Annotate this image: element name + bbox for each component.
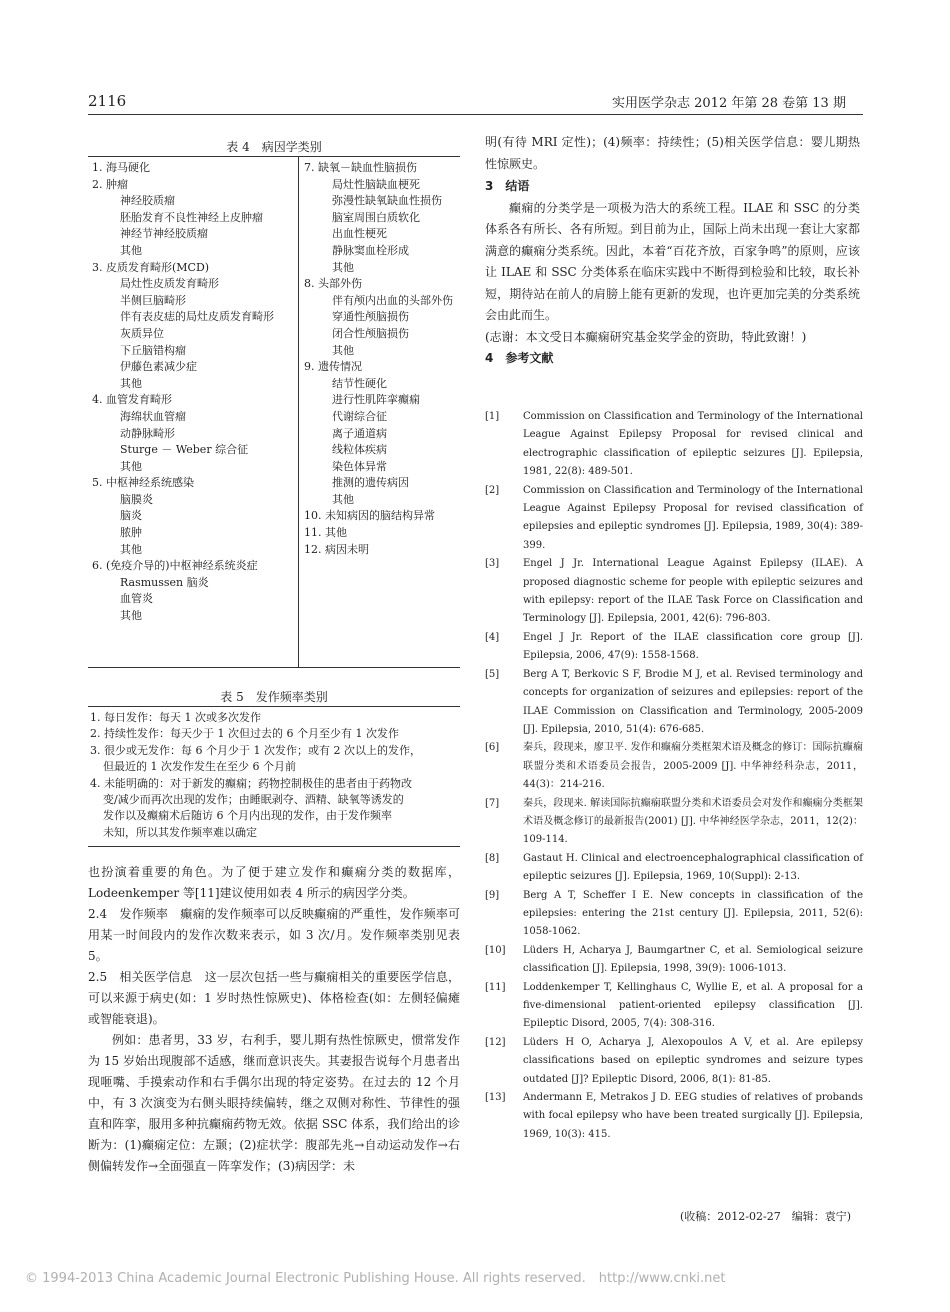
reference-item (485, 739, 863, 794)
table4-subitem: 其他 (120, 459, 142, 473)
table4-subitem: 静脉窦血栓形成 (332, 243, 409, 257)
table5-top-rule (88, 706, 460, 707)
section-3-heading: 3 结语 (485, 179, 530, 193)
reference-text: Lüders H, Acharya J, Baumgartner C, et al. Semiological seizure classification [J]. Epilepsia, 1998, 39(9): 1006-1013. (523, 944, 863, 975)
table4-col1 (92, 160, 296, 625)
reference-number: [13] (485, 1092, 506, 1104)
table4-category: 2. 肿瘤 (92, 177, 128, 191)
reference-text: Lüders H O, Acharya J, Alexopoulos A V, et al. Are epilepsy classifications based on epileptic syndromes and seizure types outdated [J]? Epileptic Disord, 2006, 8(1): 81-85. (523, 1036, 863, 1085)
table4-subitem: 半侧巨脑畸形 (120, 293, 186, 307)
reference-number: [1] (485, 411, 500, 422)
table4-col2 (304, 160, 460, 558)
table4-subitem: 伴有颅内出血的头部外伤 (332, 293, 453, 307)
reference-item (485, 795, 863, 850)
table5-row: 4. 未能明确的：对于新发的癫痫；药物控制极佳的患者由于药物改 (90, 776, 412, 790)
reference-number: [11] (485, 981, 506, 993)
table4-subitem: 神经节神经胶质瘤 (120, 227, 208, 241)
table4-subitem: 进行性肌阵挛癫痫 (332, 393, 420, 407)
table4-category: 12. 病因未明 (304, 542, 369, 556)
reference-number: [4] (485, 631, 500, 643)
reference-item (485, 482, 863, 556)
reference-text: 秦兵，段现来. 解读国际抗癫痫联盟分类和术语委员会对发作和癫痫分类框架术语及概念修订的最新报告(2001) [J]. 中华神经医学杂志，2011，12(2)：109-114. (523, 797, 863, 846)
table4-subitem: 推测的遗传病因 (332, 476, 409, 490)
reference-item (485, 629, 863, 666)
table4-subitem: 代谢综合征 (332, 409, 387, 423)
table4-divider (298, 157, 299, 667)
table4-subitem: 穿通性颅脑损伤 (332, 310, 409, 324)
table4-subitem: 脑炎 (120, 509, 142, 523)
left-paragraph-1: 也扮演着重要的角色。为了便于建立发作和癫痫分类的数据库，Lodeenkemper 等[11]建议使用如表 4 所示的病因学分类。 (88, 865, 460, 900)
table4-subitem: 结节性硬化 (332, 376, 387, 390)
table4-category: 5. 中枢神经系统感染 (92, 476, 194, 490)
journal-title: 实用医学杂志 2012 年第 28 卷第 13 期 (612, 96, 846, 111)
table4-subitem: 胚胎发育不良性神经上皮肿瘤 (120, 210, 263, 224)
table4-subitem: 下丘脑错构瘤 (120, 343, 186, 357)
table4-subitem: 伊藤色素减少症 (120, 360, 197, 374)
case-example: 例如：患者男，33 岁，右利手，婴儿期有热性惊厥史，惯常发作为 15 岁始出现腹部不适感，继而意识丧失。其妻报告说每个月患者出现咂嘴、手摸索动作和右手偶尔出现的特定姿势。在过去的 12 个月中，有 3 次演变为右侧头眼持续偏转，继之双侧对称性、节律性的强直和阵挛，服用多种抗癫痫药物无效。依据 SSC 体系，我们给出的诊断为：(1)癫痫定位：左颞；(2)症状学：腹部先兆→自动运动发作→右侧偏转发作→全面强直－阵挛发作；(3)病因学：未 (88, 1033, 460, 1173)
table5-row: 未知，所以其发作频率难以确定 (103, 825, 257, 839)
table4-category: 9. 遗传情况 (304, 360, 362, 374)
table5-row: 3. 很少或无发作：每 6 个月少于 1 次发作；或有 2 次以上的发作， (90, 743, 421, 757)
reference-item (485, 408, 863, 482)
table5-rows (90, 710, 458, 841)
acknowledgement: (志谢：本文受日本癫痫研究基金奖学金的资助，特此致谢！) (485, 329, 807, 344)
table5-caption: 表 5 发作频率类别 (220, 690, 328, 704)
table4-category: 7. 缺氧－缺血性脑损伤 (304, 161, 417, 174)
reference-item (485, 1034, 863, 1089)
table4-subitem: 其他 (120, 376, 142, 390)
reference-text: 秦兵，段现来，廖卫平. 发作和癫痫分类框架术语及概念的修订：国际抗癫痫联盟分类和术语委员会报告，2005-2009 [J]. 中华神经科杂志，2011，44(3)：214-216. (523, 742, 863, 791)
table4-subitem: 血管炎 (120, 592, 153, 606)
table4-subitem: 其他 (332, 492, 354, 506)
reference-text: Loddenkemper T, Kellinghaus C, Wyllie E, et al. A proposal for a five-dimensional patient-oriented epilepsy classification [J]. Epileptic Disord, 2005, 7(4): 308-316. (523, 981, 863, 1030)
right-paragraph-1: 明(有待 MRI 定性)；(4)频率：持续性；(5)相关医学信息：婴儿期热性惊厥史。 (485, 135, 860, 171)
table4-subitem: 弥漫性缺氧缺血性损伤 (332, 194, 442, 208)
table4-caption: 表 4 病因学类别 (226, 140, 322, 154)
conclusion-paragraph: 癫痫的分类学是一项极为浩大的系统工程。ILAE 和 SSC 的分类体系各有所长、各有所短。到目前为止，国际上尚未出现一套让大家都满意的癫痫分类系统。因此，本着“百花齐放，百家争鸣”的原则，应该让 ILAE 和 SSC 分类体系在临床实践中不断得到检验和比较，取长补短，期待站在前人的肩膀上能有更新的发现，也许更加完美的分类系统会由此而生。 (485, 200, 860, 322)
table4-subitem: 其他 (332, 260, 354, 274)
table4-category: 3. 皮质发育畸形(MCD) (92, 260, 210, 274)
reference-item (485, 850, 863, 887)
table5-row: 发作以及癫痫术后随访 6 个月内出现的发作，由于发作频率 (103, 809, 392, 823)
table4-subitem: 局灶性皮质发育畸形 (120, 277, 219, 291)
table4-subitem: 动静脉畸形 (120, 426, 175, 440)
table4-category: 6. (免疫介导的)中枢神经系统炎症 (92, 559, 258, 573)
reference-item (485, 1089, 863, 1144)
references-heading: 4 参考文献 (485, 351, 554, 365)
reference-list (485, 408, 863, 1144)
reference-item (485, 887, 863, 942)
reference-text: Commission on Classification and Terminology of the International League Against Epilepsy Proposal for revised classification of epilepsies and epileptic syndromes [J]. Epilepsia, 1989, 30(4): 389-399. (523, 484, 863, 551)
reference-number: [5] (485, 668, 500, 680)
table4-subitem: 神经胶质瘤 (120, 194, 175, 208)
table4-subitem: 灰质异位 (120, 326, 164, 340)
table4-subitem: 出血性梗死 (332, 227, 387, 241)
reference-text: Andermann E, Metrakos J D. EEG studies of relatives of probands with focal epilepsy who have been treated surgically [J]. Epilepsia, 1969, 10(3): 415. (523, 1092, 863, 1140)
table4-subitem: Sturge － Weber 综合征 (120, 443, 249, 457)
reference-number: [7] (485, 797, 500, 809)
table4-subitem: Rasmussen 脑炎 (120, 575, 209, 589)
reference-text: Berg A T, Berkovic S F, Brodie M J, et al. Revised terminology and concepts for organization of seizures and epilepsies: report of the ILAE Commission on Classification and Terminology, 2005-2009 [J]. Epilepsia, 2010, 51(4): 676-685. (523, 668, 863, 735)
reference-number: [9] (485, 889, 500, 901)
reference-number: [12] (485, 1036, 506, 1048)
reference-text: Engel J Jr. International League Against Epilepsy (ILAE). A proposed diagnostic scheme for people with epileptic seizures and with epilepsy: report of the ILAE Task Force on Classification and Terminology [J]. Epilepsia, 2001, 42(6): 796-803. (523, 558, 863, 625)
table4-subitem: 闭合性颅脑损伤 (332, 326, 409, 340)
right-body (485, 132, 860, 370)
reference-text: Engel J Jr. Report of the ILAE classification core group [J]. Epilepsia, 2006, 47(9): 1558-1568. (523, 631, 863, 662)
copyright-footer: © 1994-2013 China Academic Journal Electronic Publishing House. All rights reserved. http://www.cnki.net (25, 1271, 726, 1286)
received-date: (收稿：2012-02-27 编辑：袁宁) (680, 1210, 852, 1223)
table5-row: 2. 持续性发作：每天少于 1 次但过去的 6 个月至少有 1 次发作 (90, 727, 399, 741)
reference-number: [2] (485, 484, 500, 496)
table4-subitem: 海绵状血管瘤 (120, 409, 186, 423)
table4-category: 8. 头部外伤 (304, 277, 362, 291)
reference-text: Berg A T, Scheffer I E. New concepts in classification of the epilepsies: entering the 21st century [J]. Epilepsia, 2011, 52(6): 1058-1062. (523, 889, 863, 938)
reference-item (485, 555, 863, 629)
reference-number: [6] (485, 742, 500, 754)
table4-subitem: 其他 (120, 243, 142, 257)
header-rule (88, 114, 863, 115)
table4-subitem: 伴有表皮痣的局灶皮质发育畸形 (120, 310, 274, 324)
table5-row: 但最近的 1 次发作发生在至少 6 个月前 (103, 760, 296, 774)
table4-subitem: 脑室周围白质软化 (332, 210, 420, 224)
table4-category: 11. 其他 (304, 526, 347, 540)
left-body (88, 862, 460, 1177)
reference-item (485, 666, 863, 740)
table4-category: 1. 海马硬化 (92, 161, 150, 174)
table4-subitem: 其他 (332, 343, 354, 357)
reference-text: Gastaut H. Clinical and electroencephalographical classification of epileptic seizures [J]. Epilepsia, 1969, 10(Suppl): 2-13. (523, 852, 863, 883)
table4-category: 4. 血管发育畸形 (92, 393, 172, 407)
table4-subitem: 染色体异常 (332, 459, 387, 473)
table4-subitem: 其他 (120, 609, 142, 623)
table4-subitem: 脓肿 (120, 526, 142, 540)
table4-subitem: 局灶性脑缺血梗死 (332, 177, 420, 191)
table4-category: 10. 未知病因的脑结构异常 (304, 509, 435, 523)
reference-number: [10] (485, 944, 506, 956)
table5-bottom-rule (88, 846, 460, 847)
reference-item (485, 979, 863, 1034)
reference-item (485, 942, 863, 979)
table4-bottom-rule (88, 667, 460, 668)
table4-subitem: 线粒体疾病 (332, 443, 387, 457)
table4-subitem: 脑膜炎 (120, 492, 153, 506)
reference-text: Commission on Classification and Terminology of the International League Against Epilepsy Proposal for revised clinical and electrographic classification of epileptic seizures [J]. Epilepsia, 1981, 22(8): 489-501. (523, 411, 863, 478)
reference-number: [3] (485, 558, 500, 570)
table5-row: 变/减少而再次出现的发作；由睡眠剥夺、酒精、缺氧等诱发的 (103, 793, 404, 807)
page-number: 2116 (88, 92, 127, 110)
section-2-4: 2.4 发作频率 癫痫的发作频率可以反映癫痫的严重性，发作频率可用某一时间段内的发作次数来表示，如 3 次/月。发作频率类别见表 5。 (88, 907, 460, 963)
reference-number: [8] (485, 852, 500, 864)
table4-subitem: 其他 (120, 542, 142, 556)
table5-row: 1. 每日发作：每天 1 次或多次发作 (90, 711, 261, 724)
table4-top-rule (88, 156, 460, 157)
section-2-5: 2.5 相关医学信息 这一层次包括一些与癫痫相关的重要医学信息，可以来源于病史(如：1 岁时热性惊厥史)、体格检查(如：左侧轻偏瘫或智能衰退)。 (88, 970, 460, 1026)
table4-subitem: 离子通道病 (332, 426, 387, 440)
